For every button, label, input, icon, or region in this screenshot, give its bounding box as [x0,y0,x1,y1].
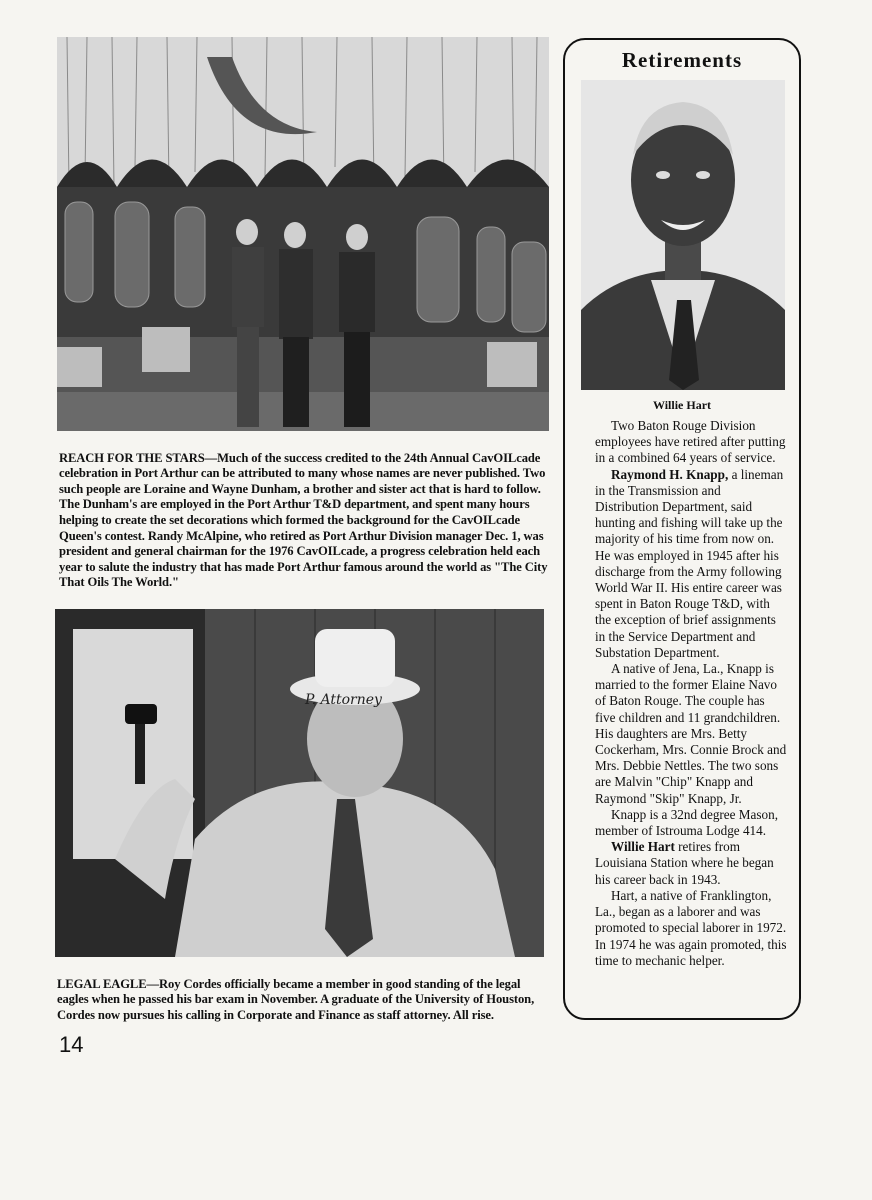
article-paragraph: Hart, a native of Franklington, La., began as a laborer and was promoted to special laborer in 1972. In 1974 he was again promoted, this time to mechanic helper. [595,887,787,968]
person-name: Willie Hart [611,839,675,855]
article-paragraph [595,467,787,661]
legal-eagle-photo [55,609,544,957]
page-number: 14 [59,1032,84,1057]
portrait-caption: Willie Hart [652,398,712,412]
caption-reach-for-the-stars: REACH FOR THE STARS—Much of the success credited to the 24th Annual CavOILcade celebration in Port Arthur can be attributed to many whose names are never published. Two such people are Loraine and Wayne Dunham, a brother and sister act that is hard to follow. The Dunham's are employed in the Port Arthur T&D department, and spent many hours helping to create the set decorations which formed the background for the CavOILcade Queen's contest. Randy McAlpine, who retired as Port Arthur Division manager Dec. 1, was president and general chairman for the 1976 CavOILcade, a progress celebration held each year to salute the industry that has made Port Arthur famous around the world as "The City That Oils The World." [59,450,548,590]
retirements-sidebar [563,38,801,1020]
retirements-article [595,418,787,969]
paragraph-text: retires from Louisiana Station where he began his career back in 1943. [595,839,774,887]
sidebar-title: Retirements [621,48,743,72]
person-name: Raymond H. Knapp, [611,466,729,482]
willie-hart-portrait [581,80,785,390]
cavoilcade-stage-photo [57,37,549,431]
caption-legal-eagle: LEGAL EAGLE—Roy Cordes officially became a member in good standing of the legal eagles when he passed his bar exam in November. A graduate of the University of Houston, Cordes now pursues his calling in Corporate and Finance as staff attorney. All rise. [57,976,535,1022]
article-paragraph: Two Baton Rouge Division employees have retired after putting in a combined 64 years of service. [595,418,786,466]
article-paragraph: Knapp is a 32nd degree Mason, member of Istrouma Lodge 414. [595,806,779,839]
article-paragraph [595,839,787,888]
article-paragraph: A native of Jena, La., Knapp is married to the former Elaine Navo of Baton Rouge. The couple has five children and 11 grandchildren. His daughters are Mrs. Betty Cockerham, Mrs. Connie Brock and Mrs. Debbie Nettles. The two sons are Malvin "Chip" Knapp and Raymond "Skip" Knapp, Jr. [595,661,787,806]
hat-text: P. Attorney [305,692,382,708]
paragraph-text: a lineman in the Transmission and Distribution Department, said hunting and fishing will take up the majority of his time from now on. He was employed in 1945 after his discharge from the Army following World War II. His entire career was spent in Baton Rouge T&D, with the exception of brief assignments in the Service Department and Substation Department. [595,466,784,660]
